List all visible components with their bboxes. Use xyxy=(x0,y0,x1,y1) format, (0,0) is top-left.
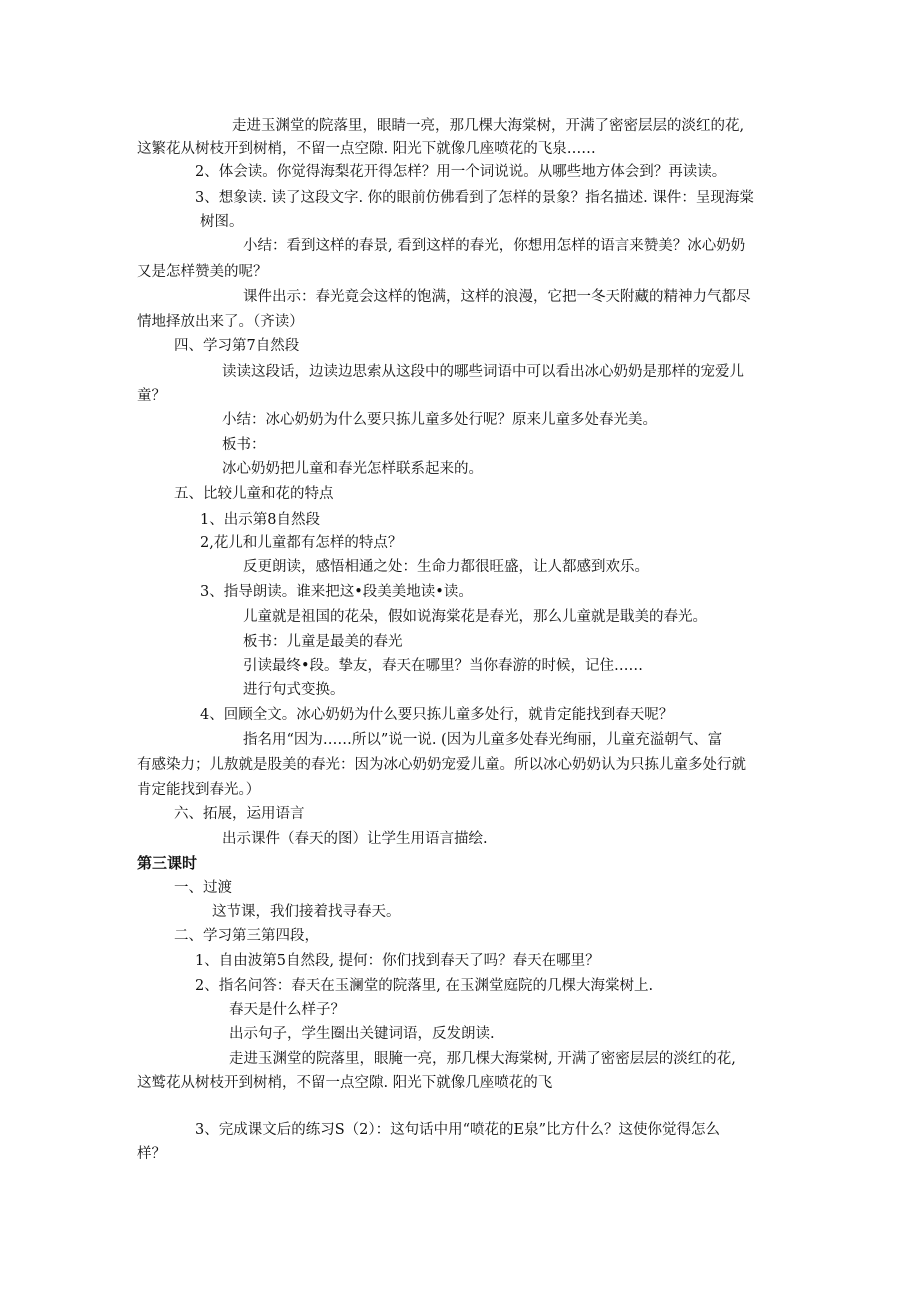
paragraph-line-2: 这繁花从树枝开到树梢，不留一点空隙. 阳光下就像几座喷花的飞泉…… xyxy=(137,141,596,157)
section-4-summary: 小结：冰心奶奶为什么要只拣儿童多处行呢？原来儿童多处春光美。 xyxy=(222,412,657,428)
section-4-heading: 四、学习第7自然段 xyxy=(174,338,300,354)
lesson-3-step-2-task: 出示句子，学生圈出关键词语，反发朗读. xyxy=(229,1026,495,1042)
section-6-heading: 六、拓展，运用语言 xyxy=(174,806,305,822)
lesson-3-step-2: 2、指名问答：春天在玉澜堂的院落里, 在玉渊堂庭院的几棵大海棠树上. xyxy=(195,978,654,994)
lesson-3-step-3: 3、完成课文后的练习S（2）：这句话中用“喷花的E泉”比方什么？这使你觉得怎么 xyxy=(195,1122,721,1138)
section-6-line: 出示课件（春天的图）让学生用语言描绘. xyxy=(222,831,488,847)
board-label: 板书： xyxy=(222,437,266,453)
lesson-3-part-1: 一、过渡 xyxy=(174,880,232,896)
section-5-step-3-detail-3: 进行句式变换。 xyxy=(243,682,345,698)
quote-line-1: 走进玉渊堂的院落里，眼腌一亮，那几棵大海棠树, 开满了密密层层的淡红的花, xyxy=(229,1051,736,1067)
lesson-3-title: 第三课时 xyxy=(137,854,198,872)
section-5-step-1: 1、出示第8自然段 xyxy=(200,512,320,528)
section-5-step-2-detail: 反更朗读，感悟相通之处：生命力都很旺盛，让人都感到欢乐。 xyxy=(243,559,649,575)
section-5-step-2: 2,花儿和儿童都有怎样的特点？ xyxy=(200,535,403,551)
section-5-step-4-detail-2: 有感染力；儿敖就是股美的春光：因为冰心奶奶宠爱儿童。所以冰心奶奶认为只拣儿童多处行就 xyxy=(137,757,746,773)
section-4-line-1: 读读这段话，边读边思索从这段中的哪些词语中可以看出冰心奶奶是那样的宠爱儿 xyxy=(222,364,744,380)
lesson-3-part-2: 二、学习第三第四段， xyxy=(174,928,319,944)
section-4-line-2: 童？ xyxy=(137,388,166,404)
summary-line-2: 又是怎样赞美的呢？ xyxy=(137,264,268,280)
lesson-3-part-1-line: 这节课，我们接着找寻春天。 xyxy=(212,904,401,920)
section-5-step-4: 4、回顾全文。冰心奶奶为什么要只拣儿童多处行，就肯定能找到春天呢？ xyxy=(200,707,674,723)
lesson-3-step-1: 1、自由波第5自然段, 提何：你们找到春天了吗？春天在哪里？ xyxy=(195,953,600,969)
step-3-line: 3、想象读. 读了这段文字. 你的眼前仿佛看到了怎样的景象？指名描述. 课件：呈现海棠 xyxy=(195,190,754,206)
paragraph-line-1: 走进玉渊堂的院落里，眼睛一亮，那几棵大海棠树，开满了密密层层的淡红的花, xyxy=(232,118,745,134)
quote-line-2: 这鹫花从树枝开到树梢，不留一点空隙. 阳光下就像几座喷花的飞 xyxy=(137,1075,553,1091)
section-5-heading: 五、比较儿童和花的特点 xyxy=(174,486,334,502)
step-2-line: 2、体会读。你觉得海梨花开得怎样？用一个词说说。从哪些地方体会到？再读读。 xyxy=(195,164,727,180)
section-5-step-3-detail-1: 儿童就是祖国的花朵，假如说海棠花是春光，那么儿童就是戢美的春光。 xyxy=(243,609,707,625)
board-content: 冰心奶奶把儿童和春光怎样联系起来的。 xyxy=(222,461,483,477)
summary-line-1: 小结：看到这样的春景, 看到这样的春光，你想用怎样的语言来赞美？冰心奶奶 xyxy=(243,238,746,254)
section-5-step-4-detail-1: 指名用“因为……所以”说一说. (因为儿童多处春光绚丽，儿童充溢朝气、富 xyxy=(243,732,723,748)
section-5-step-4-detail-3: 肯定能找到春光。） xyxy=(137,782,261,798)
step-3-line-cont: 树图。 xyxy=(200,214,244,230)
courseware-line-1: 课件出示：春光竟会这样的饱满，这样的浪漫，它把一冬天附藏的精神力气都尽 xyxy=(243,289,751,305)
section-5-step-3-detail-2: 引读最终•段。挚友，春天在哪里？当你春游的时候，记住…… xyxy=(243,658,644,674)
section-5-board: 板书：儿童是最美的春光 xyxy=(243,634,403,650)
section-5-step-3: 3、指导朗读。谁来把这•段美美地读•读。 xyxy=(200,584,473,600)
lesson-3-step-3-cont: 样？ xyxy=(137,1146,166,1162)
lesson-3-step-2-q: 春天是什么样子？ xyxy=(229,1002,345,1018)
courseware-line-2: 情地择放出来了。（齐读） xyxy=(137,314,304,330)
